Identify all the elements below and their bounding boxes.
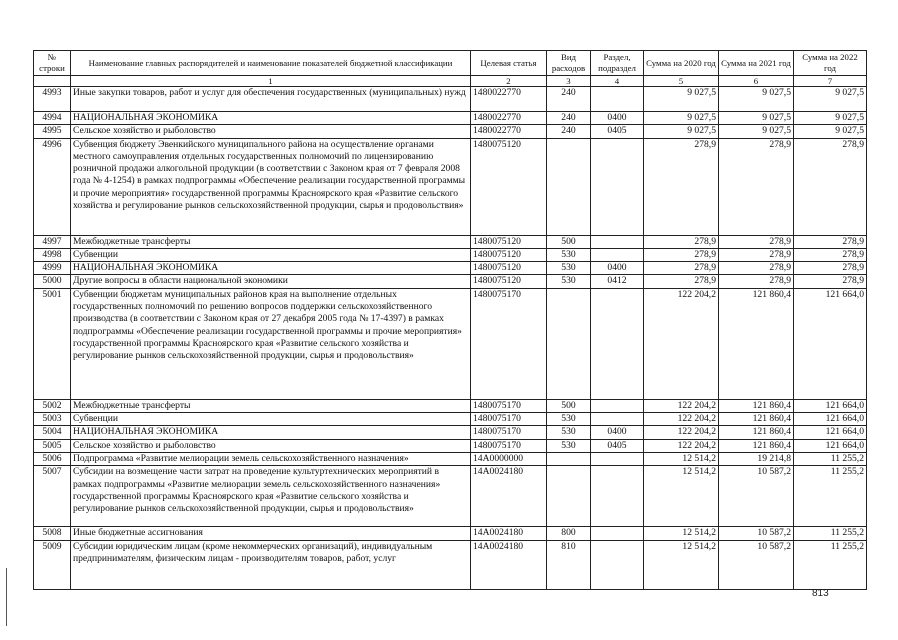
sum-2022-cell: 121 664,0	[794, 439, 867, 452]
row-name-cell: Подпрограмма «Развитие мелиорации земель сельскохозяйственного назначения»	[71, 452, 471, 465]
sum-2021-cell: 278,9	[719, 275, 794, 288]
sum-2021-cell: 10 587,2	[719, 540, 794, 589]
sum-2022-cell: 121 664,0	[794, 288, 867, 399]
section-cell	[591, 399, 644, 412]
row-name-cell: Иные бюджетные ассигнования	[71, 527, 471, 540]
sum-2022-cell: 11 255,2	[794, 527, 867, 540]
row-name-cell: Субвенции	[71, 413, 471, 426]
target-article-cell: 1480022770	[471, 112, 547, 125]
row-name-cell: Межбюджетные трансферты	[71, 399, 471, 412]
row-number-cell: 5003	[34, 413, 71, 426]
row-name-cell: НАЦИОНАЛЬНАЯ ЭКОНОМИКА	[71, 426, 471, 439]
table-row	[34, 540, 867, 589]
section-cell	[591, 540, 644, 589]
page-number: 813	[812, 588, 829, 599]
sum-2022-cell: 9 027,5	[794, 125, 867, 138]
target-article-cell: 14А0024180	[471, 527, 547, 540]
table-row	[34, 466, 867, 527]
table-row	[34, 112, 867, 125]
row-name-cell: Субвенции	[71, 248, 471, 261]
row-number-cell: 4996	[34, 138, 71, 235]
sum-2021-cell: 10 587,2	[719, 466, 794, 527]
expense-type-cell	[547, 288, 591, 399]
section-cell	[591, 527, 644, 540]
row-number-cell: 5005	[34, 439, 71, 452]
row-number-cell: 5007	[34, 466, 71, 527]
target-article-cell: 14А0000000	[471, 452, 547, 465]
column-number-row	[34, 76, 867, 87]
section-cell	[591, 288, 644, 399]
row-number-cell: 5001	[34, 288, 71, 399]
sum-2021-cell: 121 860,4	[719, 439, 794, 452]
row-name-cell: Субсидии юридическим лицам (кроме некоммерческих организаций), индивидуальным предпринимателям, физическим лицам - производителям товаров, работ, услуг	[71, 540, 471, 589]
table-row	[34, 275, 867, 288]
column-number: 6	[719, 76, 794, 87]
section-cell: 0400	[591, 112, 644, 125]
table-row	[34, 138, 867, 235]
section-cell	[591, 452, 644, 465]
expense-type-cell: 240	[547, 125, 591, 138]
sum-2021-cell: 278,9	[719, 248, 794, 261]
sum-2020-cell: 278,9	[644, 248, 719, 261]
row-name-cell: Субвенция бюджету Эвенкийского муниципального района на осуществление органами местного самоуправления отдельных государственных полномочий по лицензированию розничной продажи алкогольной продукции (в соответствии с Законом края от 7 февраля 2008 года № 4-1254) в рамках подпрограммы «Обеспечение реализации государственной программы и прочие мероприятия» государственной программы Красноярского края «Развитие сельского хозяйства и регулирование рынков сельскохозяйственной продукции, сырья и продовольствия»	[71, 138, 471, 235]
sum-2020-cell: 122 204,2	[644, 413, 719, 426]
sum-2021-cell: 121 860,4	[719, 288, 794, 399]
section-cell	[591, 235, 644, 248]
row-number-cell: 4998	[34, 248, 71, 261]
scan-edge-line	[6, 568, 7, 626]
column-number: 7	[794, 76, 867, 87]
table-row	[34, 399, 867, 412]
header-sum-2021: Сумма на 2021 год	[719, 51, 794, 76]
table-row	[34, 235, 867, 248]
column-number: 1	[71, 76, 471, 87]
target-article-cell: 1480075170	[471, 426, 547, 439]
sum-2020-cell: 122 204,2	[644, 426, 719, 439]
target-article-cell: 1480022770	[471, 125, 547, 138]
column-number: 3	[547, 76, 591, 87]
target-article-cell: 1480075120	[471, 248, 547, 261]
header-name: Наименование главных распорядителей и наименование показателей бюджетной классификации	[71, 51, 471, 76]
target-article-cell: 1480075170	[471, 439, 547, 452]
row-number-cell: 4999	[34, 262, 71, 275]
row-name-cell: Иные закупки товаров, работ и услуг для обеспечения государственных (муниципальных) нужд	[71, 87, 471, 112]
row-name-cell: Субсидии на возмещение части затрат на проведение культуртехнических мероприятий в рамках подпрограммы «Развитие мелиорации земель сельскохозяйственного назначения» государственной программы Красноярского края «Развитие сельского хозяйства и регулирование рынков сельскохозяйственной продукции, сырья и продовольствия»	[71, 466, 471, 527]
sum-2022-cell: 9 027,5	[794, 112, 867, 125]
sum-2021-cell: 19 214,8	[719, 452, 794, 465]
row-number-cell: 5009	[34, 540, 71, 589]
sum-2020-cell: 9 027,5	[644, 87, 719, 112]
sum-2022-cell: 11 255,2	[794, 466, 867, 527]
row-name-cell: Субвенции бюджетам муниципальных районов края на выполнение отдельных государственных полномочий по решению вопросов поддержки сельскохозяйственного производства (в соответствии с Законом края от 27 декабря 2005 года № 17-4397) в рамках подпрограммы «Обеспечение реализации государственной программы и прочие мероприятия» государственной программы Красноярского края «Развитие сельского хозяйства и регулирование рынков сельскохозяйственной продукции, сырья и продовольствия»	[71, 288, 471, 399]
expense-type-cell	[547, 138, 591, 235]
section-cell	[591, 87, 644, 112]
table-header-row	[34, 51, 867, 76]
expense-type-cell	[547, 452, 591, 465]
target-article-cell: 14А0024180	[471, 540, 547, 589]
expense-type-cell: 530	[547, 413, 591, 426]
table-row	[34, 452, 867, 465]
expense-type-cell: 530	[547, 275, 591, 288]
sum-2022-cell: 11 255,2	[794, 452, 867, 465]
sum-2020-cell: 122 204,2	[644, 439, 719, 452]
row-name-cell: Другие вопросы в области национальной экономики	[71, 275, 471, 288]
target-article-cell: 1480075120	[471, 138, 547, 235]
sum-2020-cell: 9 027,5	[644, 112, 719, 125]
sum-2022-cell: 121 664,0	[794, 413, 867, 426]
header-section: Раздел, подраздел	[591, 51, 644, 76]
sum-2022-cell: 11 255,2	[794, 540, 867, 589]
section-cell: 0405	[591, 125, 644, 138]
sum-2020-cell: 278,9	[644, 138, 719, 235]
sum-2022-cell: 278,9	[794, 138, 867, 235]
target-article-cell: 1480075120	[471, 275, 547, 288]
sum-2022-cell: 278,9	[794, 248, 867, 261]
table-row	[34, 527, 867, 540]
expense-type-cell: 530	[547, 439, 591, 452]
sum-2020-cell: 12 514,2	[644, 466, 719, 527]
target-article-cell: 1480075170	[471, 288, 547, 399]
section-cell: 0400	[591, 426, 644, 439]
expense-type-cell: 810	[547, 540, 591, 589]
target-article-cell: 1480075120	[471, 235, 547, 248]
sum-2020-cell: 12 514,2	[644, 540, 719, 589]
expense-type-cell: 500	[547, 235, 591, 248]
expense-type-cell: 500	[547, 399, 591, 412]
expense-type-cell: 530	[547, 248, 591, 261]
row-name-cell: Сельское хозяйство и рыболовство	[71, 439, 471, 452]
sum-2020-cell: 122 204,2	[644, 399, 719, 412]
target-article-cell: 1480075120	[471, 262, 547, 275]
sum-2021-cell: 278,9	[719, 235, 794, 248]
section-cell	[591, 413, 644, 426]
row-name-cell: Межбюджетные трансферты	[71, 235, 471, 248]
header-expense-type: Вид расходов	[547, 51, 591, 76]
table-row	[34, 262, 867, 275]
section-cell: 0412	[591, 275, 644, 288]
budget-table	[33, 50, 867, 590]
sum-2021-cell: 9 027,5	[719, 87, 794, 112]
column-number-blank	[34, 76, 71, 87]
row-number-cell: 5002	[34, 399, 71, 412]
target-article-cell: 1480075170	[471, 399, 547, 412]
target-article-cell: 14А0024180	[471, 466, 547, 527]
table-row	[34, 248, 867, 261]
row-number-cell: 4993	[34, 87, 71, 112]
sum-2020-cell: 278,9	[644, 275, 719, 288]
row-name-cell: НАЦИОНАЛЬНАЯ ЭКОНОМИКА	[71, 112, 471, 125]
row-name-cell: Сельское хозяйство и рыболовство	[71, 125, 471, 138]
sum-2022-cell: 9 027,5	[794, 87, 867, 112]
expense-type-cell: 240	[547, 87, 591, 112]
expense-type-cell: 800	[547, 527, 591, 540]
table-row	[34, 413, 867, 426]
row-name-cell: НАЦИОНАЛЬНАЯ ЭКОНОМИКА	[71, 262, 471, 275]
sum-2021-cell: 278,9	[719, 262, 794, 275]
expense-type-cell	[547, 466, 591, 527]
header-row-number: № строки	[34, 51, 71, 76]
section-cell	[591, 466, 644, 527]
row-number-cell: 5006	[34, 452, 71, 465]
target-article-cell: 1480022770	[471, 87, 547, 112]
section-cell	[591, 138, 644, 235]
sum-2021-cell: 9 027,5	[719, 112, 794, 125]
sum-2021-cell: 121 860,4	[719, 426, 794, 439]
header-sum-2022: Сумма на 2022 год	[794, 51, 867, 76]
sum-2020-cell: 278,9	[644, 262, 719, 275]
table-row	[34, 439, 867, 452]
column-number: 4	[591, 76, 644, 87]
sum-2020-cell: 9 027,5	[644, 125, 719, 138]
table-body	[34, 87, 867, 590]
sum-2021-cell: 9 027,5	[719, 125, 794, 138]
section-cell	[591, 248, 644, 261]
expense-type-cell: 530	[547, 262, 591, 275]
sum-2022-cell: 121 664,0	[794, 426, 867, 439]
row-number-cell: 5000	[34, 275, 71, 288]
sum-2021-cell: 278,9	[719, 138, 794, 235]
sum-2020-cell: 12 514,2	[644, 452, 719, 465]
table-row	[34, 426, 867, 439]
expense-type-cell: 530	[547, 426, 591, 439]
sum-2020-cell: 122 204,2	[644, 288, 719, 399]
sum-2022-cell: 121 664,0	[794, 399, 867, 412]
table-row	[34, 288, 867, 399]
sum-2021-cell: 121 860,4	[719, 399, 794, 412]
sum-2021-cell: 121 860,4	[719, 413, 794, 426]
target-article-cell: 1480075170	[471, 413, 547, 426]
row-number-cell: 4997	[34, 235, 71, 248]
sum-2022-cell: 278,9	[794, 235, 867, 248]
header-target-article: Целевая статья	[471, 51, 547, 76]
sum-2020-cell: 12 514,2	[644, 527, 719, 540]
row-number-cell: 5008	[34, 527, 71, 540]
row-number-cell: 4995	[34, 125, 71, 138]
column-number: 5	[644, 76, 719, 87]
section-cell: 0400	[591, 262, 644, 275]
table-row	[34, 87, 867, 112]
section-cell: 0405	[591, 439, 644, 452]
header-sum-2020: Сумма на 2020 год	[644, 51, 719, 76]
row-number-cell: 4994	[34, 112, 71, 125]
sum-2022-cell: 278,9	[794, 262, 867, 275]
row-number-cell: 5004	[34, 426, 71, 439]
column-number: 2	[471, 76, 547, 87]
table-row	[34, 125, 867, 138]
expense-type-cell: 240	[547, 112, 591, 125]
sum-2022-cell: 278,9	[794, 275, 867, 288]
sum-2021-cell: 10 587,2	[719, 527, 794, 540]
sum-2020-cell: 278,9	[644, 235, 719, 248]
